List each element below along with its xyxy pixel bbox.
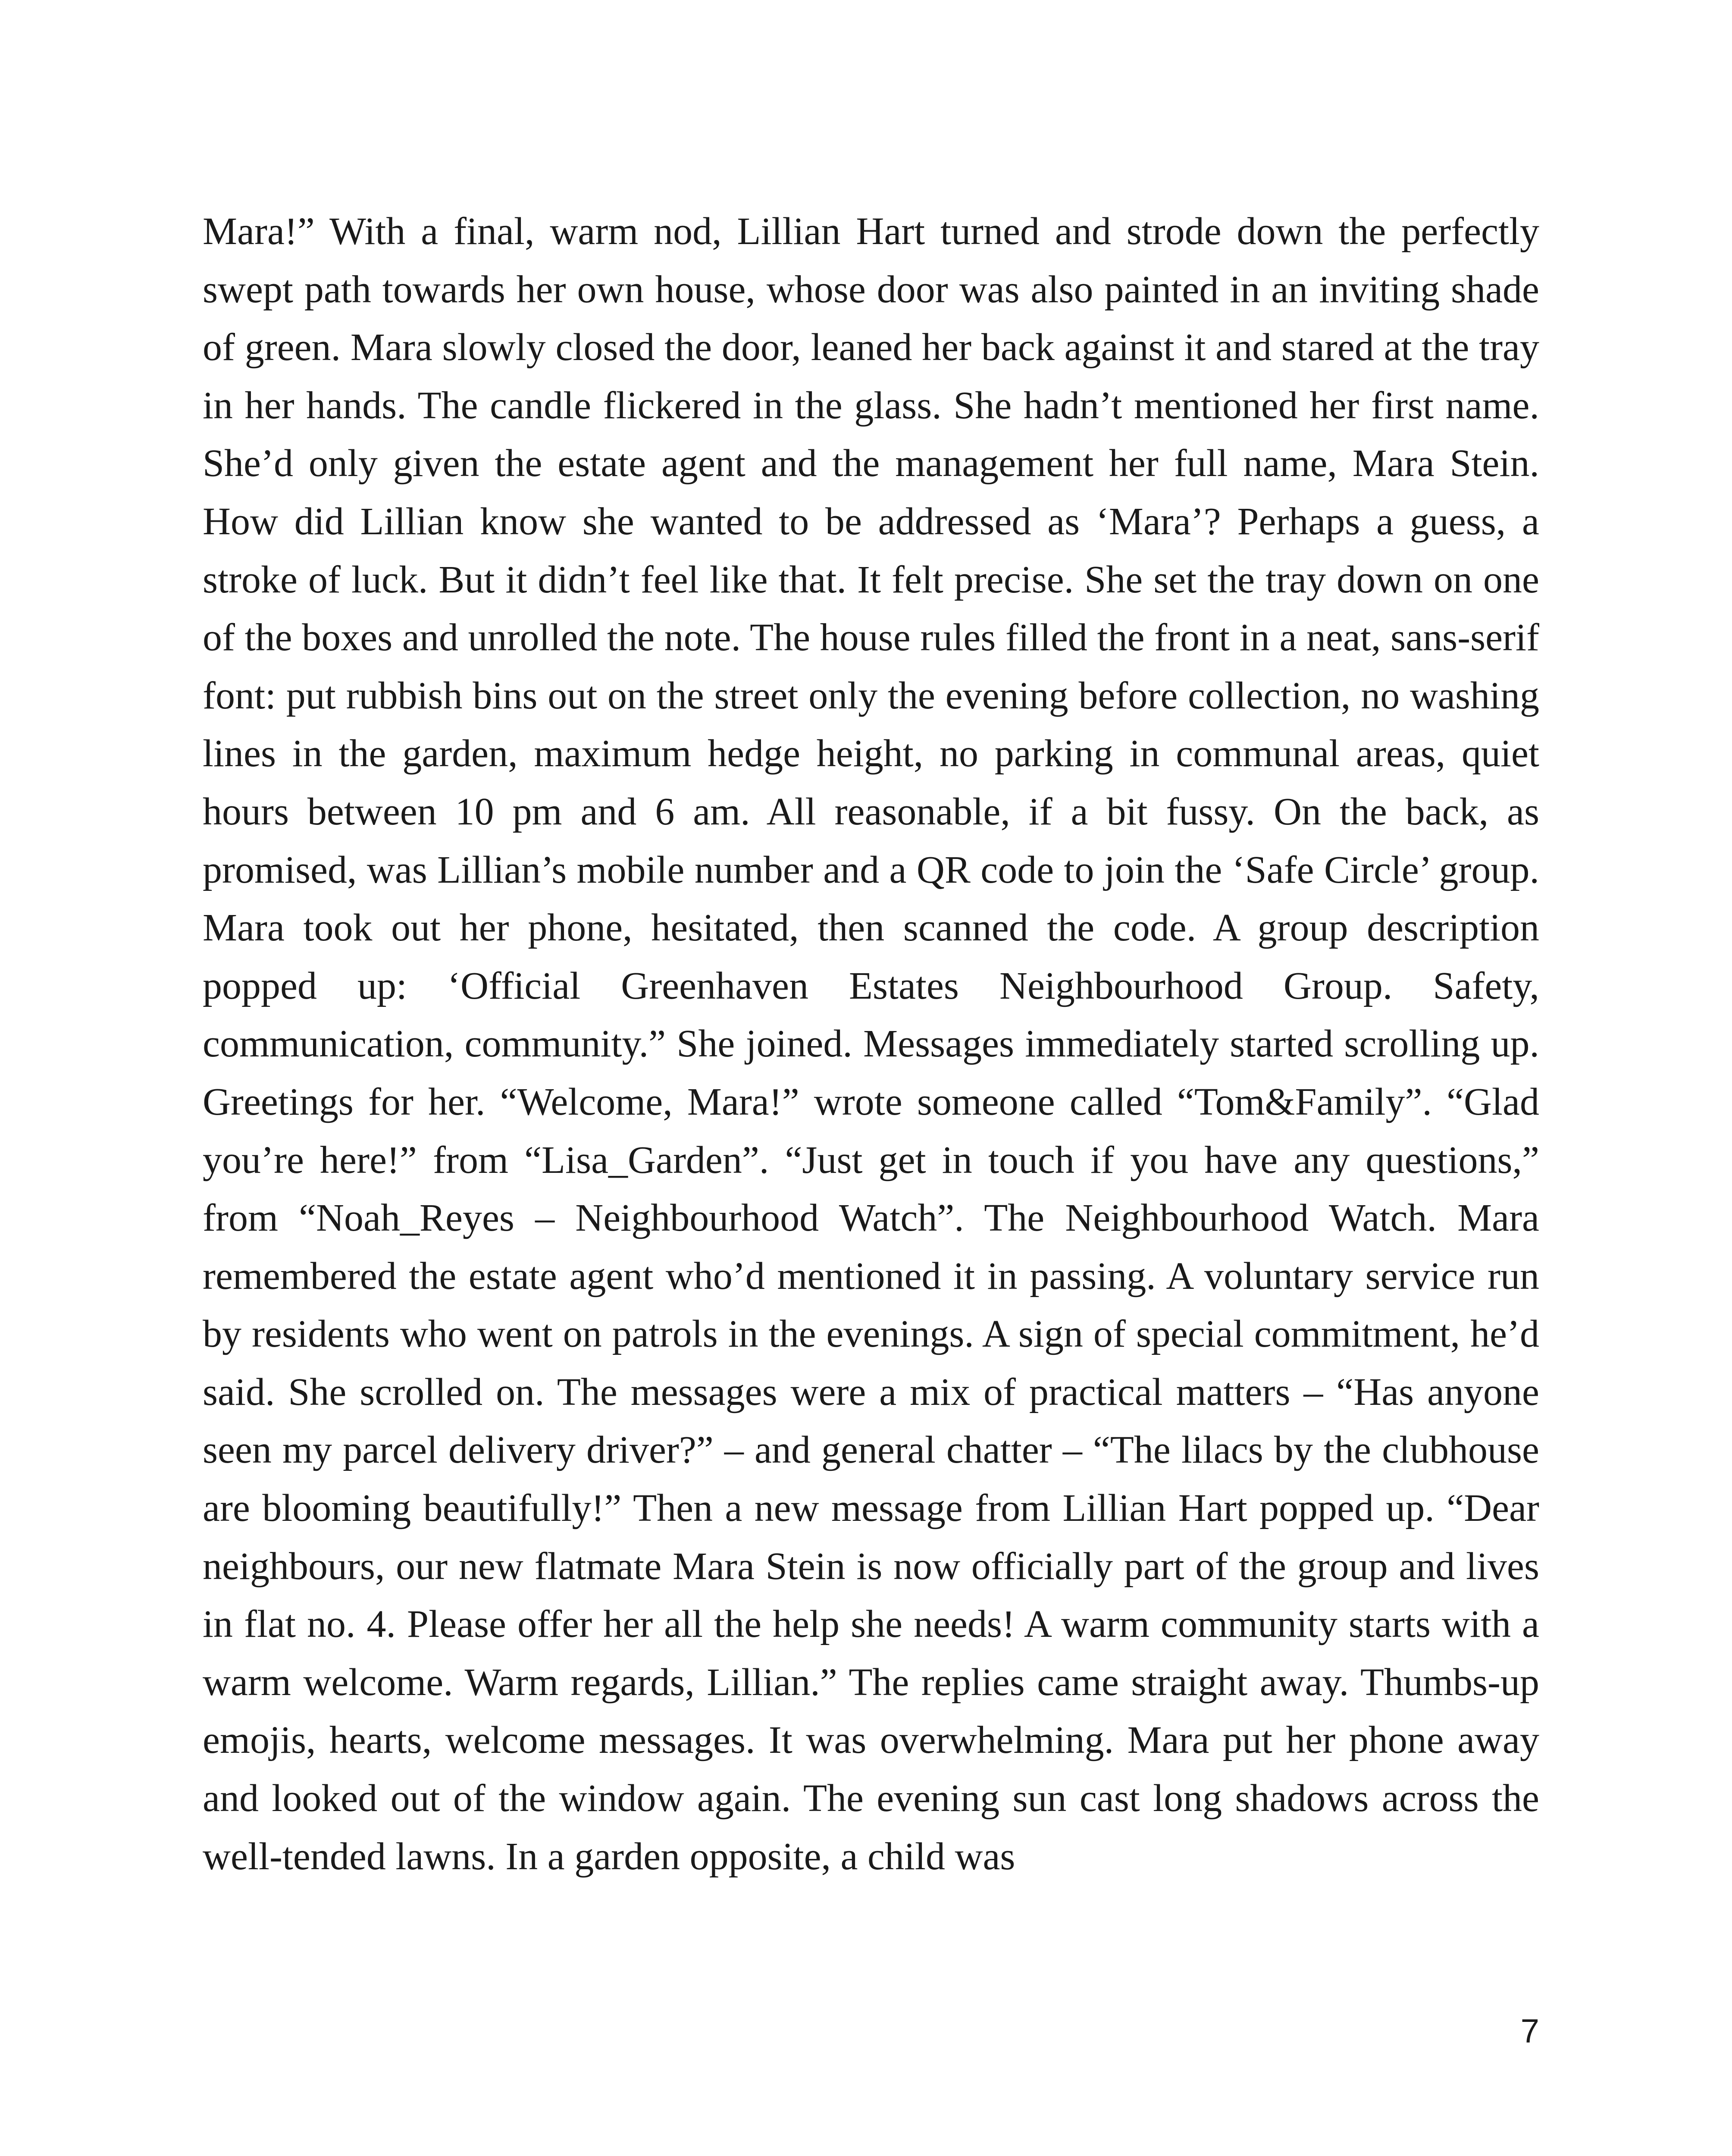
page-number: 7 <box>1520 2012 1539 2050</box>
body-paragraph: Mara!” With a final, warm nod, Lillian Hart turned and strode down the perfectly swept path towards her own house, whose door was also painted in an inviting shade of green. Mara slowly closed the door, leaned her back against it and stared at the tray in her hands. The candle flickered in the glass. She hadn’t mentioned her first name. She’d only given the estate agent and the management her full name, Mara Stein. How did Lillian know she wanted to be addressed as ‘Mara’? Perhaps a guess, a stroke of luck. But it didn’t feel like that. It felt precise. She set the tray down on one of the boxes and unrolled the note. The house rules filled the front in a neat, sans-serif font: put rubbish bins out on the street only the evening before collection, no washing lines in the garden, maximum hedge height, no parking in communal areas, quiet hours between 10 pm and 6 am. All reasonable, if a bit fussy. On the back, as promised, was Lillian’s mobile number and a QR code to join the ‘Safe Circle’ group. Mara took out her phone, hesitated, then scanned the code. A group description popped up: ‘Official Greenhaven Estates Neighbourhood Group. Safety, communication, community.” She joined. Messages immediately started scrolling up. Greetings for her. “Welcome, Mara!” wrote someone called “Tom&Family”. “Glad you’re here!” from “Lisa_Garden”. “Just get in touch if you have any questions,” from “Noah_Reyes – Neighbourhood Watch”. The Neighbourhood Watch. Mara remembered the estate agent who’d mentioned it in passing. A voluntary service run by residents who went on patrols in the evenings. A sign of special commitment, he’d said. She scrolled on. The messages were a mix of practical matters – “Has anyone seen my parcel delivery driver?” – and general chatter – “The lilacs by the clubhouse are blooming beautifully!” Then a new message from Lillian Hart popped up. “Dear neighbours, our new flatmate Mara Stein is now officially part of the group and lives in flat no. 4. Please offer her all the help she needs! A warm community starts with a warm welcome. Warm regards, Lillian.” The replies came straight away. Thumbs-up emojis, hearts, welcome messages. It was overwhelming. Mara put her phone away and looked out of the window again. The evening sun cast long shadows across the well-tended lawns. In a garden opposite, a child was <box>203 210 1539 1878</box>
